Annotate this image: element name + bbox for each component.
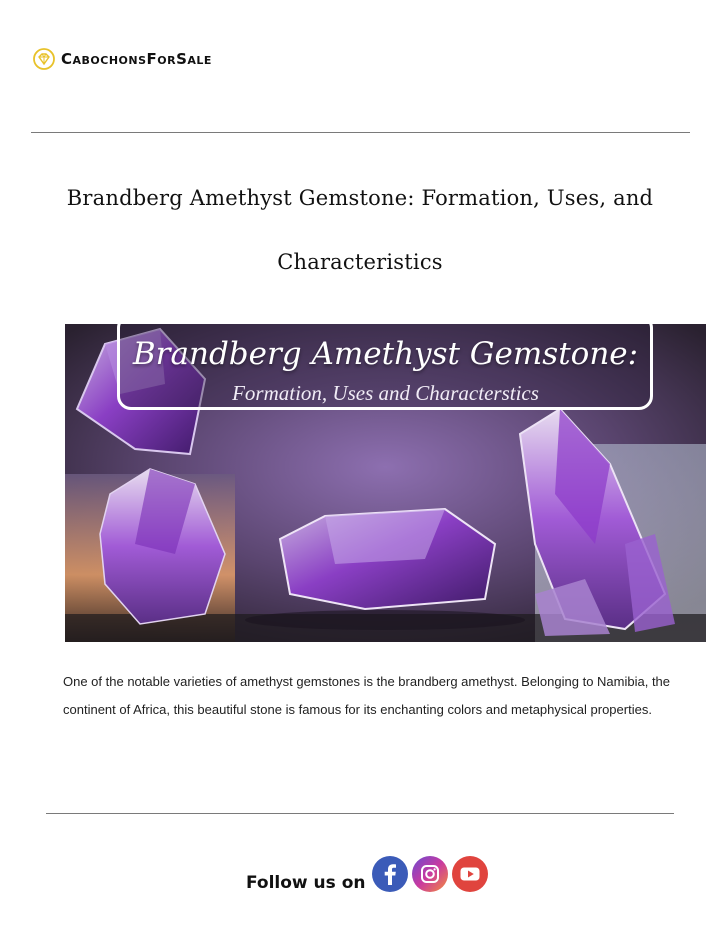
youtube-icon bbox=[452, 856, 488, 892]
hero-subtitle: Formation, Uses and Characterstics bbox=[232, 381, 539, 405]
intro-paragraph: One of the notable varieties of amethyst gemstones is the brandberg amethyst. Belonging to Namibia, the continent of Africa, this beautiful stone is famous for its enchanting colors and metaphysical properties. bbox=[63, 674, 671, 717]
gem-icon bbox=[33, 48, 55, 70]
facebook-link[interactable] bbox=[372, 856, 408, 892]
instagram-link[interactable] bbox=[412, 856, 448, 892]
follow-label: Follow us on bbox=[246, 873, 366, 893]
footer-divider bbox=[46, 813, 674, 814]
brand-name: CabochonsForSale bbox=[61, 50, 212, 68]
article-title: Brandberg Amethyst Gemstone: Formation, Uses, and Characteristics bbox=[66, 186, 654, 274]
hero-image bbox=[65, 324, 706, 642]
instagram-icon bbox=[412, 856, 448, 892]
youtube-link[interactable] bbox=[452, 856, 488, 892]
hero-title: Brandberg Amethyst Gemstone: bbox=[132, 336, 639, 372]
facebook-icon bbox=[372, 856, 408, 892]
brand-logo[interactable] bbox=[33, 46, 212, 72]
header-divider bbox=[31, 132, 690, 133]
